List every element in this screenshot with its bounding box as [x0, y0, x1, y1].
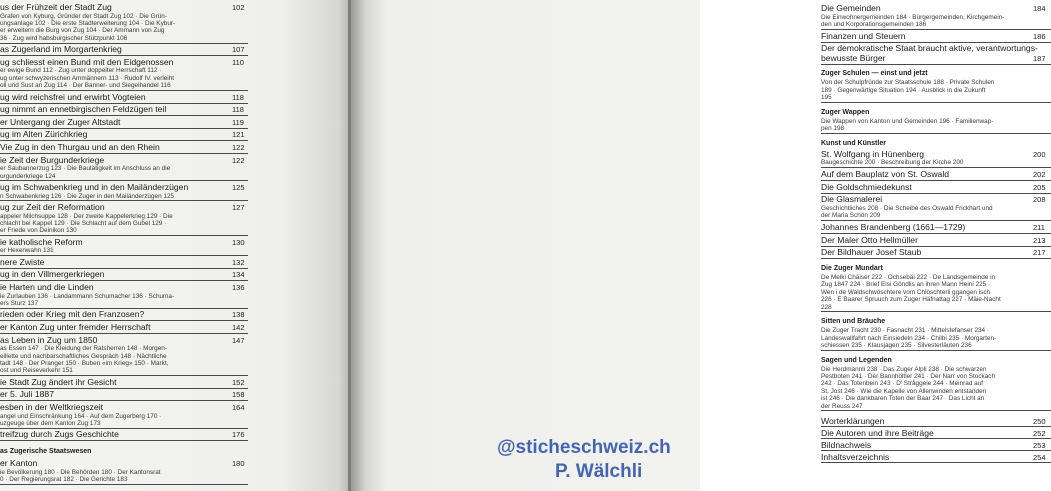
- toc-entry-page: 202: [1033, 169, 1046, 179]
- toc-entry-page: 122: [232, 155, 245, 165]
- toc-entry-page: 127: [232, 203, 245, 212]
- toc-rule: [821, 350, 1051, 351]
- toc-entry-title: Die Gemeinden: [821, 3, 881, 13]
- toc-entry-title: ug schliesst einen Bund mit den Eidgenossen: [0, 56, 174, 67]
- toc-entry-description: Zug 1847 224 · Brief Elsi Göndlis an ihren Mann Heini 225 ·: [821, 281, 991, 289]
- toc-entry-description: Die Wappen von Kanton und Gemeinden 196 · Familienwap-: [821, 117, 994, 125]
- section-heading: Zuger Schulen — einst und jetzt: [821, 70, 928, 78]
- toc-entry-description: eillette und nachbarschaftliches Gespräch 148 · Nächtliche: [0, 352, 167, 360]
- toc-entry-description: 195: [821, 94, 832, 102]
- toc-entry-description: 0 · Der Regierungsrat 182 · Die Gerichte 183: [0, 475, 128, 483]
- toc-entry-page: 132: [232, 257, 245, 267]
- toc-entry-page: 119: [232, 117, 244, 127]
- toc-entry-description: ost und Reiseverkehr 151: [0, 367, 73, 375]
- toc-entry-description: Von der Schulpfründe zur Staatsschule 188 · Private Schulen: [821, 79, 995, 87]
- toc-entry-title: Vie Zug in den Thurgau und an den Rhein: [0, 142, 160, 152]
- toc-rule: [821, 258, 1051, 259]
- toc-entry-page: 134: [232, 270, 245, 280]
- toc-entry-description: ist 246 · Die dankbaren Toten der Baar 247 · Das Licht an: [821, 395, 985, 403]
- toc-entry-description: ie Zurlauben 136 · Landammann Schumacher 136 · Schuma-: [0, 292, 175, 300]
- section-heading: Sagen und Legenden: [821, 356, 892, 364]
- toc-rule: [821, 311, 1051, 312]
- toc-entry-description: 226 · E Baarer Spruuch zum Zuger Häfnattag 227 · Mäie-Nacht: [821, 296, 1001, 304]
- toc-entry-description: 189 · Gegenwärtige Situation 194 · Ausblick in die Zukunft: [821, 86, 986, 94]
- toc-entry-title: ie Harten und die Linden: [0, 282, 94, 292]
- toc-entry-page: 180: [232, 459, 245, 468]
- watermark-line-2: P. Wälchli: [555, 461, 643, 482]
- toc-entry-page: 136: [232, 283, 245, 292]
- toc-entry-description: 36 · Zug wird habsburgischer Stützpunkt 106: [0, 34, 128, 42]
- toc-entry-description: der Maria Schön 209: [821, 212, 881, 220]
- toc-entry-page: 122: [232, 143, 245, 152]
- toc-entry-description: ers Sturz 137: [0, 299, 39, 307]
- toc-entry-title: nere Zwiste: [0, 256, 45, 267]
- toc-entry-page: 118: [232, 105, 244, 115]
- toc-entry-description: Grafen von Kyburg, Gründer der Stadt Zug 102 · Die Grün-: [0, 12, 167, 20]
- toc-entry-page: 152: [232, 377, 245, 387]
- toc-entry-title: Bildnachweis: [821, 439, 872, 450]
- toc-entry-title: bewusste Bürger: [821, 52, 886, 63]
- toc-entry-description: urgunderkriege 124: [0, 172, 56, 180]
- toc-entry-title: treifzug durch Zugs Geschichte: [0, 429, 119, 440]
- toc-entry-title: rieden oder Krieg mit den Franzosen?: [0, 309, 145, 320]
- toc-entry-page: 184: [1033, 4, 1046, 13]
- toc-entry-title: Finanzen und Steuern: [821, 30, 906, 41]
- toc-entry-description: er Saubannerzug 123 · Die Bautätigkeit im Anschluss an die: [0, 165, 171, 173]
- toc-rule: [821, 133, 1051, 134]
- toc-entry-description: appeler Milchsuppe 128 · Der zweite Kappelerkrieg 129 · Die: [0, 212, 173, 220]
- toc-rule: [0, 440, 248, 441]
- toc-entry-description: Pestboten 241 · Der Bannhöltler 241 · Der Narr von Stockach: [821, 372, 996, 380]
- toc-entry-page: 250: [1033, 417, 1046, 427]
- toc-entry-description: angel und Einschränkung 164 · Auf dem Zugerberg 170 ·: [0, 412, 162, 420]
- toc-entry-title: er Untergang der Zuger Altstadt: [0, 116, 121, 127]
- left-page: [0, 0, 349, 491]
- toc-entry-title: Die Glasmalerei: [821, 194, 883, 205]
- section-heading: Kunst und Künstler: [821, 139, 886, 147]
- toc-entry-title: Die Goldschmiedekunst: [821, 181, 912, 192]
- toc-entry-title: as Zugerland im Morgartenkrieg: [0, 44, 122, 55]
- toc-entry-title: ug wird reichsfrei und erwirbt Vogteien: [0, 91, 146, 102]
- toc-entry-page: 205: [1033, 182, 1046, 192]
- toc-entry-page: 254: [1033, 452, 1046, 462]
- toc-entry-title: ug zur Zeit der Reformation: [0, 202, 105, 212]
- toc-entry-title: Inhaltsverzeichnis: [821, 451, 890, 462]
- toc-entry-title: ug nimmt an ennetbirgischen Feldzügen teil: [0, 104, 167, 115]
- toc-rule: [821, 102, 1051, 103]
- toc-entry-description: 228: [821, 303, 832, 311]
- toc-entry-description: er Hexenwahn 131: [0, 247, 54, 255]
- toc-entry-title: St. Wolfgang in Hünenberg: [821, 148, 925, 159]
- toc-entry-description: er erweitern die Burg von Zug 104 · Der Ammann von Zug: [0, 27, 165, 35]
- toc-entry-page: 164: [232, 403, 245, 412]
- toc-entry-page: 176: [232, 430, 245, 440]
- toc-entry-title: Die Autoren und ihre Beiträge: [821, 428, 934, 438]
- toc-entry-description: ungsanlage 102 · Die erste Stadterweiterung 104 · Die Kybur-: [0, 19, 176, 27]
- section-heading: as Zugerische Staatswesen: [0, 448, 92, 455]
- toc-entry-title: ug in den Villmergerkriegen: [0, 269, 105, 280]
- toc-entry-description: De Melki Chäiser 222 · Ochsebäi 222 · De Landsgemeinde in: [821, 273, 996, 281]
- toc-rule: [821, 462, 1051, 463]
- toc-entry-title: ug im Alten Zürichkrieg: [0, 129, 88, 140]
- toc-entry-title: er 5. Juli 1887: [0, 389, 54, 400]
- toc-entry-title: ie Zeit der Burgunderkriege: [0, 154, 105, 165]
- toc-entry-description: oll und Sust an Zug 114 · Der Banner- und Siegelhandel 116: [0, 82, 171, 90]
- toc-entry-page: 147: [232, 335, 245, 345]
- toc-entry-description: 242 · Das Totenbein 243 · D' Stråggele 244 · Meinrad auf: [821, 380, 984, 388]
- toc-entry-page: 211: [1033, 222, 1045, 232]
- toc-entry-description: tadt 148 · Der Pranger 150 · Buben «im Krieg» 150 · Markt,: [0, 359, 169, 367]
- toc-entry-page: 138: [232, 310, 245, 320]
- toc-entry-title: ie Stadt Zug ändert ihr Gesicht: [0, 376, 117, 387]
- toc-entry-page: 158: [232, 390, 245, 400]
- toc-entry-page: 253: [1033, 440, 1046, 450]
- toc-entry-page: 102: [232, 3, 245, 12]
- toc-entry-description: Baugeschichte 200 · Beschreibung der Kirche 200: [821, 159, 964, 167]
- toc-entry-description: pen 198: [821, 125, 845, 133]
- toc-entry-page: 142: [232, 323, 245, 332]
- toc-entry-description: der Reuss 247: [821, 402, 863, 410]
- toc-entry-page: 208: [1033, 195, 1046, 205]
- toc-rule: [821, 410, 1051, 411]
- toc-entry-page: 125: [232, 183, 245, 192]
- toc-entry-title: Der Bildhauer Josef Staub: [821, 247, 922, 258]
- toc-entry-description: er ewige Bund 112 · Zug unter doppelter Herrschaft 112 ·: [0, 67, 162, 75]
- toc-entry-description: Die Zuger Tracht 230 · Fasnacht 231 · Mittelstefanser 234 ·: [821, 327, 990, 335]
- toc-entry-description: er Friede von Deinikon 130: [0, 227, 77, 235]
- toc-entry-description: Die Herdmannli 238 · Das Zuger Alpli 238 · Die schwarzen: [821, 365, 987, 373]
- toc-entry-title: ie katholische Reform: [0, 236, 83, 247]
- toc-entry-title: er Kanton Zug unter fremder Herrschaft: [0, 322, 151, 332]
- section-heading: Die Zuger Mundart: [821, 264, 883, 272]
- toc-entry-page: 186: [1033, 31, 1046, 41]
- toc-rule: [821, 64, 1051, 65]
- toc-entry-description: n Schwabenkrieg 126 · Die Zuger in den Mailänderzügen 125: [0, 192, 175, 200]
- toc-entry-description: as Essen 147 · Die Kleidung der Ratsherren 148 · Morgen-: [0, 345, 167, 353]
- toc-entry-title: er Kanton: [0, 458, 38, 468]
- toc-entry-title: as Leben in Zug um 1850: [0, 334, 98, 345]
- toc-entry-description: Geschichtliches 208 · Die Scheibe des Oswald Frickhart und: [821, 204, 993, 212]
- toc-entry-description: schiessen 235 · Klausjagen 235 · Silvesterläuten 236: [821, 341, 972, 349]
- toc-entry-description: St. Jost 246 · Wie die Kapelle von Allenwinden entstanden: [821, 387, 987, 395]
- toc-entry-title: Der demokratische Staat braucht aktive, verantwortungs-: [821, 43, 1038, 54]
- toc-entry-page: 200: [1033, 149, 1046, 159]
- toc-entry-title: us der Frühzeit der Stadt Zug: [0, 2, 112, 12]
- toc-entry-title: Auf dem Bauplatz von St. Oswald: [821, 168, 950, 179]
- toc-entry-description: ug unter schwyzerischen Ammännern 113 · Rudolf IV. verleiht: [0, 74, 175, 82]
- toc-entry-description: chlacht bei Kappel 129 · Die Schlacht auf dem Gubel 129 ·: [0, 219, 167, 227]
- toc-entry-title: ug im Schwabenkrieg und in den Mailänderzügen: [0, 182, 189, 192]
- section-heading: Sitten und Bräuche: [821, 318, 886, 326]
- toc-entry-page: 110: [232, 57, 244, 67]
- toc-entry-title: Johannes Brandenberg (1661—1729): [821, 221, 966, 232]
- toc-entry-page: 130: [232, 237, 245, 247]
- section-heading: Zuger Wappen: [821, 108, 870, 116]
- toc-entry-description: Die Einwohnergemeinden 184 · Bürgergemeinden, Kirchgemein-: [821, 13, 1005, 21]
- right-page: [351, 0, 1046, 491]
- toc-entry-page: 187: [1033, 53, 1046, 63]
- toc-entry-page: 217: [1033, 248, 1046, 258]
- toc-entry-description: uzgeuge über dem Kanton Zug 173: [0, 419, 101, 427]
- watermark-line-1: @sticheschweiz.ch: [497, 437, 671, 458]
- toc-entry-description: Wen i de Waldschwöschtere vom Chlöschterli ggangen isch: [821, 288, 991, 296]
- toc-entry-page: 107: [232, 45, 245, 55]
- toc-entry-title: esben in der Weltkriegszeit: [0, 402, 104, 412]
- toc-entry-description: ie Bevölkerung 180 · Die Behörden 180 · Der Kantonsrat: [0, 468, 161, 476]
- toc-entry-description: Landeswallfahrt nach Einsiedeln 234 · Chilbi 235 · Morgarten-: [821, 334, 997, 342]
- toc-entry-title: Worterklärungen: [821, 416, 885, 427]
- toc-entry-page: 252: [1033, 429, 1046, 438]
- toc-entry-page: 121: [232, 130, 245, 140]
- toc-entry-page: 213: [1033, 235, 1046, 245]
- toc-entry-description: den und Korporationsgemeinden 186: [821, 20, 927, 28]
- toc-rule: [0, 484, 248, 485]
- toc-entry-title: Der Maler Otto Hellmüller: [821, 234, 918, 245]
- toc-entry-page: 118: [232, 92, 244, 102]
